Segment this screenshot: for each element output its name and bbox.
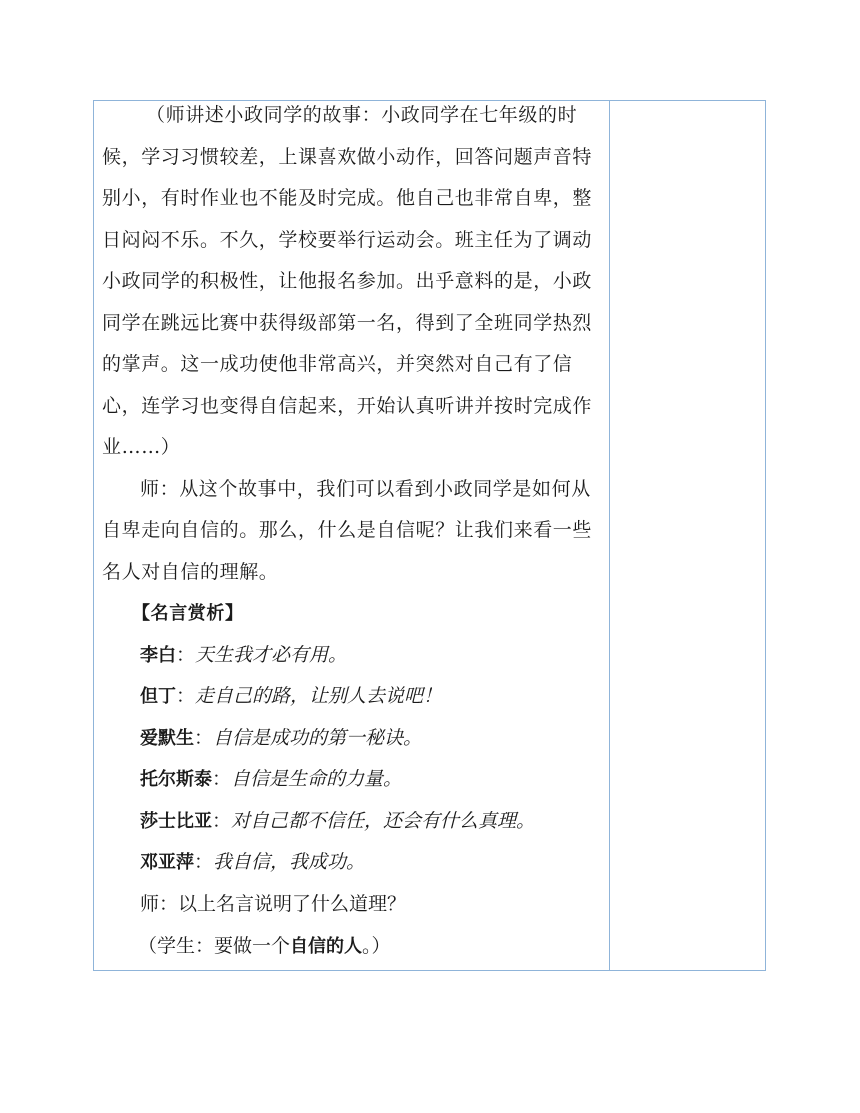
main-column [94,101,610,970]
answer-prefix: （学生：要做一个 [138,934,291,957]
story-line: 候，学习习惯较差，上课喜欢做小动作，回答问题声音特 [102,145,593,168]
quote-item [102,635,601,677]
quote-author: 托尔斯泰 [140,769,212,791]
story-line: 业……） [102,436,181,458]
answer-line [102,926,601,968]
section-heading: 【名言赏析】 [132,603,244,624]
quote-author: 爱默生 [140,727,194,749]
quote-author: 李白 [140,644,176,666]
teacher-line: 名人对自信的理解。 [102,560,279,583]
story-line: 日闷闷不乐。不久，学校要举行运动会。班主任为了调动 [102,228,593,251]
question-line: 师：以上名言说明了什么道理？ [140,893,407,916]
answer-suffix: 。） [362,934,391,957]
quote-item [102,842,601,884]
quote-text: 我自信，我成功。 [213,851,366,874]
quote-author: 邓亚萍 [140,852,194,874]
story-line: 别小，有时作业也不能及时完成。他自己也非常自卑，整 [102,187,593,209]
story-line: 的掌声。这一成功使他非常高兴，并突然对自己有了信 [102,353,573,375]
content-table [93,100,766,971]
teacher-line: 自卑走向自信的。那么，什么是自信呢？让我们来看一些 [102,519,593,541]
quote-separator: ： [176,685,196,708]
teacher-line: 师：从这个故事中，我们可以看到小政同学是如何从 [140,477,591,500]
quote-text: 走自己的路，让别人去说吧！ [195,685,443,708]
quote-separator: ： [194,851,214,874]
quote-text: 自信是成功的第一秘诀。 [213,726,423,749]
story-paragraph [102,95,601,469]
quote-author: 但丁 [140,686,176,708]
quote-author: 莎士比亚 [140,810,212,832]
story-line: 心，连学习也变得自信起来，开始认真听讲并按时完成作 [102,394,593,417]
quote-list [102,635,601,885]
side-column [610,101,765,970]
quote-item [102,718,601,760]
story-line: （师讲述小政同学的故事：小政同学在七年级的时 [146,104,578,126]
story-line: 同学在跳远比赛中获得级部第一名，得到了全班同学热烈 [102,311,593,334]
quote-text: 天生我才必有用。 [195,643,348,666]
quote-item [102,759,601,801]
quote-separator: ： [194,726,214,749]
quote-separator: ： [176,643,196,666]
teacher-paragraph [102,469,601,594]
quote-separator: ： [212,809,232,832]
quote-text: 对自己都不信任，还会有什么真理。 [231,809,536,832]
quote-separator: ： [212,768,232,791]
story-line: 小政同学的积极性，让他报名参加。出乎意料的是，小政 [102,270,593,292]
quote-item [102,676,601,718]
quote-item [102,801,601,843]
answer-bold: 自信的人 [290,935,363,957]
quote-text: 自信是生命的力量。 [231,768,403,791]
